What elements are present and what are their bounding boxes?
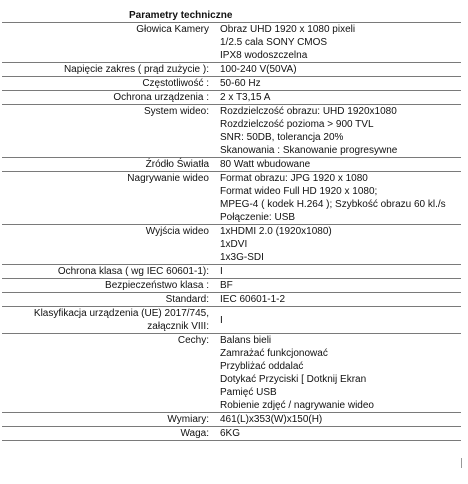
spec-value-line: 100-240 V(50VA): [220, 64, 297, 75]
spec-value: [215, 225, 461, 265]
spec-label: Źródło Światła: [2, 158, 215, 172]
spec-value-line: SNR: 50DB, tolerancja 20%: [220, 132, 344, 143]
spec-value-line: Dotykać Przyciski [ Dotknij Ekran: [220, 374, 367, 385]
spec-value-line: 50-60 Hz: [220, 78, 261, 89]
spec-value: [215, 427, 461, 441]
spec-value-line: IPX8 wodoszczelna: [220, 50, 308, 61]
spec-value-line: 1x3G-SDI: [220, 252, 264, 263]
spec-value-line: 1xHDMI 2.0 (1920x1080): [220, 226, 332, 237]
spec-value: [215, 105, 461, 158]
spec-label: Klasyfikacja urządzenia (UE) 2017/745, załącznik VIII:: [2, 307, 215, 334]
spec-row: [2, 225, 461, 265]
spec-value-line: I: [220, 266, 223, 277]
spec-row: [2, 265, 461, 279]
spec-value-line: Format wideo Full HD 1920 x 1080;: [220, 186, 378, 197]
spec-row: [2, 279, 461, 293]
spec-value: [215, 23, 461, 63]
spec-label: Głowica Kamery: [2, 23, 215, 63]
spec-row: [2, 172, 461, 225]
spec-label: Ochrona klasa ( wg IEC 60601-1):: [2, 265, 215, 279]
spec-label: Częstotliwość :: [2, 77, 215, 91]
spec-row: [2, 77, 461, 91]
spec-value-line: Rozdzielczość obrazu: UHD 1920x1080: [220, 106, 397, 117]
spec-label: System wideo:: [2, 105, 215, 158]
spec-value: [215, 265, 461, 279]
spec-row: [2, 158, 461, 172]
spec-value: [215, 77, 461, 91]
spec-value-line: 461(L)x353(W)x150(H): [220, 414, 323, 425]
spec-label: Cechy:: [2, 334, 215, 413]
spec-label: Napięcie zakres ( prąd zużycie ):: [2, 63, 215, 77]
spec-value-line: Przybliżać oddalać: [220, 361, 304, 372]
spec-value-line: Rozdzielczość pozioma > 900 TVL: [220, 119, 374, 130]
spec-value: [215, 158, 461, 172]
spec-value-line: 80 Watt wbudowane: [220, 159, 311, 170]
spec-value-line: MPEG-4 ( kodek H.264 ); Szybkość obrazu 60 kl./s: [220, 199, 446, 210]
spec-row: [2, 427, 461, 441]
spec-label: Waga:: [2, 427, 215, 441]
spec-row: [2, 413, 461, 427]
spec-value-line: 6KG: [220, 428, 241, 439]
spec-value-line: BF: [220, 280, 233, 291]
spec-value: [215, 63, 461, 77]
spec-row: [2, 334, 461, 413]
spec-value: [215, 307, 461, 334]
spec-row: [2, 91, 461, 105]
spec-label: Standard:: [2, 293, 215, 307]
spec-row: [2, 293, 461, 307]
section-heading: Parametry techniczne: [129, 10, 233, 21]
spec-row: [2, 105, 461, 158]
spec-row: [2, 63, 461, 77]
spec-row: [2, 307, 461, 334]
spec-value-line: Skanowania : Skanowanie progresywne: [220, 145, 398, 156]
spec-value-line: Pamięć USB: [220, 387, 277, 398]
spec-value-line: Robienie zdjęć / nagrywanie wideo: [220, 400, 374, 411]
spec-value-line: Format obrazu: JPG 1920 x 1080: [220, 173, 368, 184]
spec-table: [2, 22, 461, 441]
spec-label: Wyjścia wideo: [2, 225, 215, 265]
spec-value-line: Obraz UHD 1920 x 1080 pixeli: [220, 24, 356, 35]
spec-value-line: 2 x T3,15 A: [220, 92, 271, 103]
spec-label: Nagrywanie wideo: [2, 172, 215, 225]
spec-value-line: 1xDVI: [220, 239, 248, 250]
spec-value: [215, 293, 461, 307]
spec-value-line: Połączenie: USB: [220, 212, 296, 223]
spec-value: [215, 334, 461, 413]
spec-value-line: Zamrażać funkcjonować: [220, 348, 328, 359]
spec-value: [215, 413, 461, 427]
spec-value-line: Balans bieli: [220, 335, 272, 346]
spec-row: [2, 23, 461, 63]
spec-label: Ochrona urządzenia :: [2, 91, 215, 105]
spec-value: [215, 91, 461, 105]
spec-value: [215, 172, 461, 225]
spec-value-line: 1/2.5 cala SONY CMOS: [220, 37, 328, 48]
text-cursor: [461, 458, 462, 468]
spec-label: Bezpieczeństwo klasa :: [2, 279, 215, 293]
spec-value-line: IEC 60601-1-2: [220, 294, 286, 305]
spec-value: [215, 279, 461, 293]
spec-label: Wymiary:: [2, 413, 215, 427]
spec-value-line: I: [220, 314, 223, 326]
